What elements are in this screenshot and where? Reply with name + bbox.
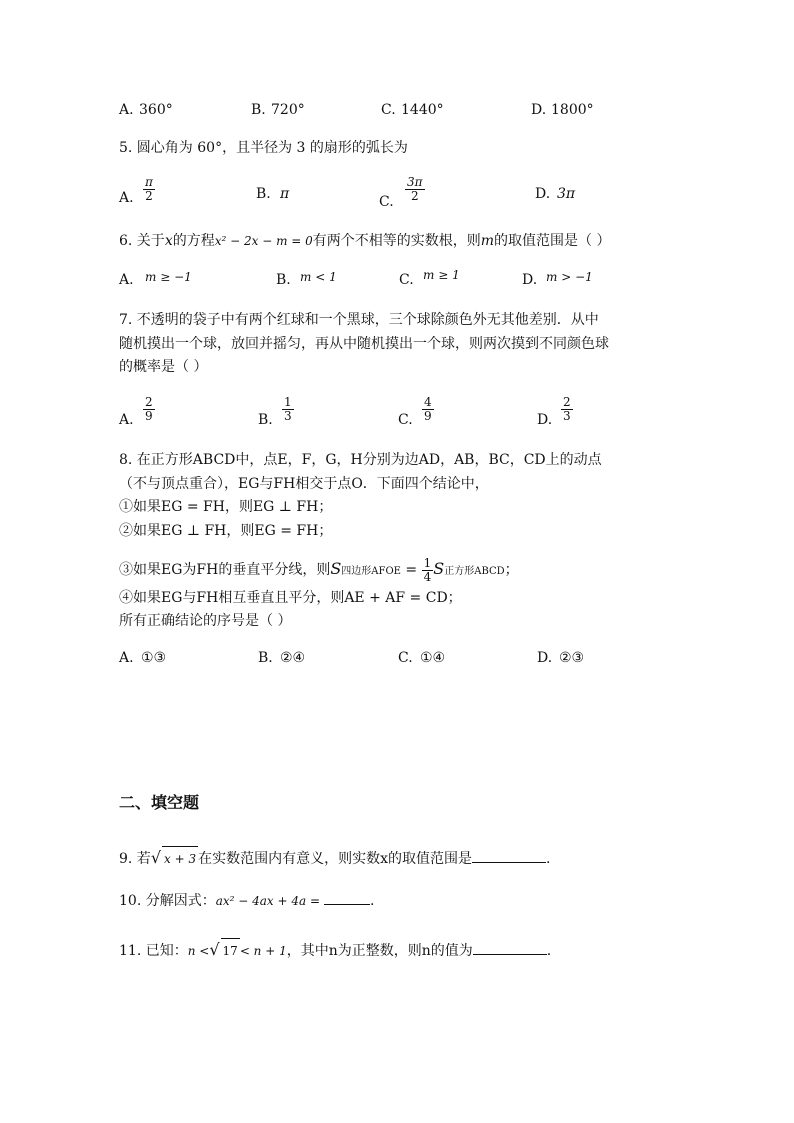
q7-line2: 随机摸出一个球，放回并摇匀，再从中随机摸出一个球，则两次摸到不同颜色球 bbox=[119, 336, 609, 352]
option-value: 720° bbox=[271, 102, 305, 118]
q8-conclusion-2: ②如果EG ⊥ FH，则EG = FH； bbox=[119, 523, 333, 539]
answer-blank[interactable] bbox=[473, 940, 547, 955]
fraction-numerator: π bbox=[145, 175, 153, 189]
q8-conclusion-3 bbox=[119, 555, 519, 583]
expression: ax² − 4ax + 4a = bbox=[215, 894, 321, 908]
q7-line3: 的概率是（ ） bbox=[119, 359, 208, 375]
option-value: m > −1 bbox=[546, 270, 593, 284]
option-value: m ≥ −1 bbox=[145, 270, 192, 284]
radicand: 17 bbox=[221, 938, 240, 963]
subscript: 四边形AFOE bbox=[341, 566, 401, 577]
option-value: m ≥ 1 bbox=[423, 268, 460, 282]
text: 6. 关于 bbox=[119, 233, 165, 249]
equation: x² − 2x − m = 0 bbox=[214, 234, 313, 248]
option-letter: C. bbox=[379, 194, 394, 210]
q7-line1: 7. 不透明的袋子中有两个红球和一个黑球，三个球除颜色外无其他差别．从中 bbox=[119, 312, 599, 328]
fraction-denominator: 2 bbox=[410, 189, 419, 203]
fraction-denominator: 9 bbox=[424, 409, 432, 423]
fraction-denominator: 3 bbox=[563, 409, 571, 423]
q11 bbox=[119, 938, 551, 962]
text: 有两个不相等的实数根，则 bbox=[312, 233, 481, 249]
fraction-numerator: 2 bbox=[145, 395, 153, 409]
var: m bbox=[480, 233, 495, 249]
fraction-numerator: 1 bbox=[423, 555, 432, 570]
option-letter: A. bbox=[119, 190, 134, 206]
option-letter: D. bbox=[531, 102, 547, 118]
option-value: 1800° bbox=[551, 102, 594, 118]
q9 bbox=[119, 846, 550, 870]
fraction-denominator: 2 bbox=[145, 189, 153, 203]
q6-stem bbox=[119, 231, 611, 251]
section-title: 二、填空题 bbox=[119, 793, 200, 812]
q7-options bbox=[119, 392, 719, 432]
expression: n < bbox=[187, 944, 210, 958]
q8-conclusion-1: ①如果EG = FH，则EG ⊥ FH； bbox=[119, 499, 333, 515]
q8-line2: （不与顶点重合），EG与FH相交于点O．下面四个结论中， bbox=[119, 476, 489, 492]
text: ③如果EG为FH的垂直平分线，则 bbox=[119, 562, 331, 578]
option-value: 1440° bbox=[401, 102, 444, 118]
option-letter: A. bbox=[119, 272, 134, 288]
fraction bbox=[143, 396, 155, 423]
option-letter: B. bbox=[258, 650, 273, 666]
subscript: 正方形ABCD bbox=[444, 566, 505, 577]
text: 的取值范围是（ ） bbox=[494, 233, 611, 249]
radicand: x + 3 bbox=[162, 846, 198, 871]
option-value: ②③ bbox=[559, 650, 585, 666]
area-symbol: S bbox=[433, 559, 445, 578]
fraction bbox=[282, 396, 294, 423]
fraction-numerator: 2 bbox=[563, 395, 571, 409]
option-value: ①③ bbox=[141, 650, 167, 666]
fraction-numerator: 3π bbox=[407, 175, 423, 189]
option-value: 3π bbox=[557, 186, 576, 202]
q6-options bbox=[119, 262, 719, 302]
option-value: ①④ bbox=[420, 650, 446, 666]
option-letter: B. bbox=[251, 102, 266, 118]
option-letter: C. bbox=[381, 102, 396, 118]
expression: < n + 1 bbox=[239, 944, 287, 958]
option-letter: D. bbox=[537, 412, 553, 428]
fraction bbox=[561, 396, 573, 423]
q5-stem: 5. 圆心角为 60°，且半径为 3 的扇形的弧长为 bbox=[119, 140, 408, 156]
area-symbol: S bbox=[330, 559, 342, 578]
text: . bbox=[546, 943, 552, 959]
q10 bbox=[119, 890, 375, 911]
fraction-denominator: 3 bbox=[284, 409, 292, 423]
fraction-denominator: 4 bbox=[423, 569, 432, 584]
text: 在实数范围内有意义，则实数x的取值范围是 bbox=[198, 851, 473, 867]
fraction-denominator: 9 bbox=[145, 409, 153, 423]
sqrt-icon: √ bbox=[209, 940, 220, 959]
option-letter: D. bbox=[537, 650, 553, 666]
option-letter: C. bbox=[398, 650, 413, 666]
option-letter: A. bbox=[119, 412, 134, 428]
q8-ask: 所有正确结论的序号是（ ） bbox=[119, 613, 292, 629]
option-letter: C. bbox=[398, 412, 413, 428]
q4-options bbox=[119, 92, 719, 132]
option-letter: B. bbox=[256, 186, 271, 202]
option-value: 360° bbox=[139, 102, 173, 118]
sqrt-icon: √ bbox=[150, 848, 162, 867]
fraction bbox=[422, 396, 434, 423]
fraction bbox=[405, 176, 425, 203]
fraction bbox=[422, 557, 434, 584]
q5-options bbox=[119, 172, 719, 212]
answer-blank[interactable] bbox=[472, 848, 546, 863]
option-letter: B. bbox=[258, 412, 273, 428]
text: ； bbox=[504, 562, 519, 578]
text: 10. 分解因式： bbox=[119, 893, 216, 909]
option-letter: B. bbox=[276, 272, 291, 288]
option-letter: A. bbox=[119, 650, 134, 666]
text: . bbox=[546, 851, 551, 867]
var: x bbox=[164, 233, 173, 249]
text: 的方程 bbox=[172, 233, 215, 249]
text: . bbox=[370, 893, 375, 909]
equals: = bbox=[400, 562, 422, 578]
text: ，其中n为正整数，则n的值为 bbox=[286, 943, 473, 959]
option-letter: A. bbox=[119, 102, 134, 118]
option-value: π bbox=[280, 186, 290, 202]
option-value: m < 1 bbox=[300, 270, 337, 284]
fraction-numerator: 1 bbox=[284, 395, 292, 409]
q8-options bbox=[119, 640, 719, 680]
fraction bbox=[143, 176, 155, 203]
text: 9. 若 bbox=[119, 851, 151, 867]
answer-blank[interactable] bbox=[324, 890, 370, 905]
text: 11. 已知： bbox=[119, 943, 188, 959]
option-value: ②④ bbox=[280, 650, 306, 666]
option-letter: C. bbox=[399, 272, 414, 288]
option-letter: D. bbox=[535, 186, 551, 202]
q8-conclusion-4: ④如果EG与FH相互垂直且平分，则AE + AF = CD； bbox=[119, 590, 462, 606]
fraction-numerator: 4 bbox=[424, 395, 432, 409]
option-letter: D. bbox=[522, 272, 538, 288]
q8-line1: 8. 在正方形ABCD中，点E，F，G，H分别为边AD，AB，BC，CD上的动点 bbox=[119, 452, 602, 468]
